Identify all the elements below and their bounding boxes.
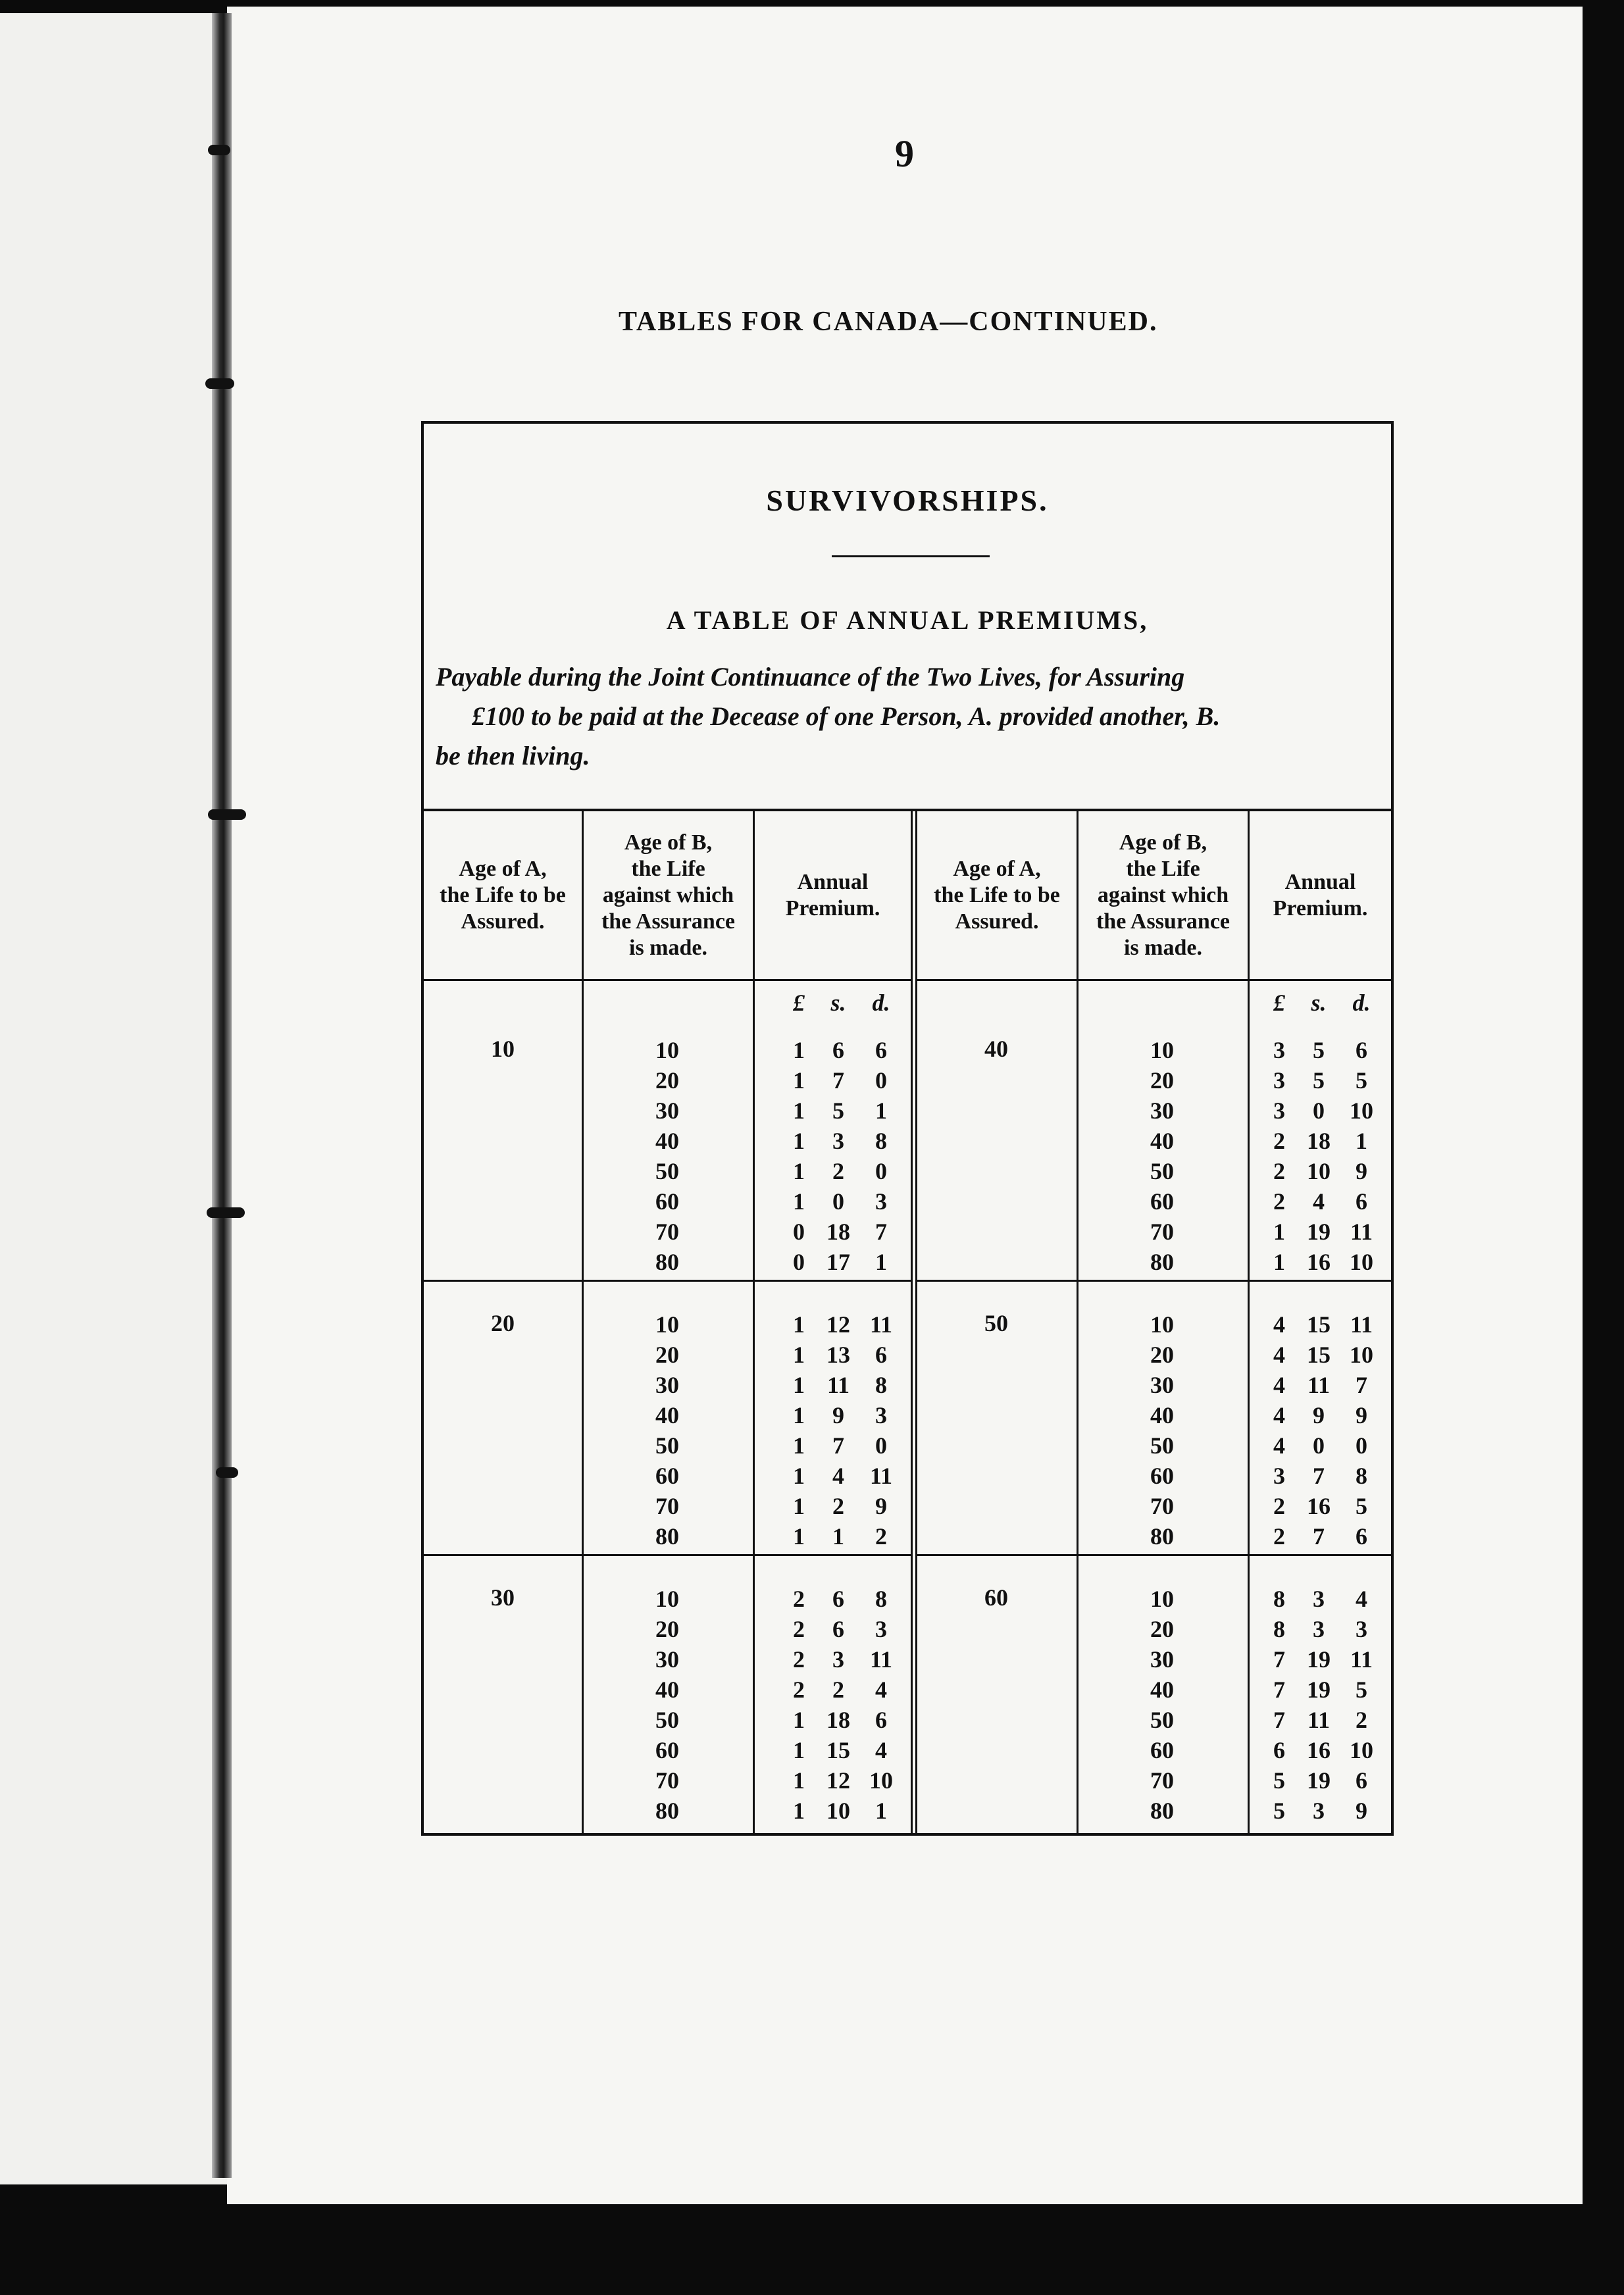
header-rule xyxy=(424,979,911,981)
age-b-value: 10 xyxy=(655,1586,679,1612)
premium-shillings: 10 xyxy=(826,1798,850,1824)
premium-shillings: 11 xyxy=(1307,1372,1330,1398)
premium-pence: 10 xyxy=(1350,1097,1373,1124)
age-b-value: 40 xyxy=(655,1128,679,1154)
age-b-value: 30 xyxy=(1150,1646,1174,1673)
age-b-value: 50 xyxy=(655,1432,679,1459)
premium-column xyxy=(1263,1035,1381,1277)
premium-pence: 11 xyxy=(1350,1219,1373,1245)
premium-shillings: 9 xyxy=(1313,1402,1325,1428)
premium-pounds: 2 xyxy=(1273,1493,1285,1519)
premium-pounds: 3 xyxy=(1273,1037,1285,1063)
age-b-value: 20 xyxy=(655,1067,679,1094)
premium-pence: 10 xyxy=(1350,1249,1373,1275)
premium-shillings: 15 xyxy=(1307,1342,1331,1368)
premium-pence: 8 xyxy=(875,1128,887,1154)
binding-stitch xyxy=(207,1207,245,1218)
age-b-value: 80 xyxy=(655,1798,679,1824)
premium-row xyxy=(782,1765,901,1796)
premium-row xyxy=(782,1644,901,1675)
age-b-value: 80 xyxy=(655,1523,679,1550)
premium-pence: 3 xyxy=(875,1188,887,1215)
premium-pence: 3 xyxy=(875,1402,887,1428)
premium-pounds: 3 xyxy=(1273,1463,1285,1489)
premium-pence: 5 xyxy=(1356,1677,1367,1703)
premium-row xyxy=(782,1370,901,1400)
premium-pence: 8 xyxy=(1356,1463,1367,1489)
premium-pounds: 1 xyxy=(1273,1249,1285,1275)
premium-row xyxy=(782,1065,901,1096)
age-b-value: 60 xyxy=(1150,1737,1174,1763)
premium-row xyxy=(1263,1521,1381,1551)
unit-pence: d. xyxy=(1352,990,1371,1016)
premium-row xyxy=(782,1705,901,1735)
age-b-value: 10 xyxy=(655,1311,679,1338)
premium-row xyxy=(1263,1096,1381,1126)
premium-shillings: 3 xyxy=(1313,1586,1325,1612)
premium-pence: 8 xyxy=(875,1372,887,1398)
premium-row xyxy=(1263,1065,1381,1096)
premium-pounds: 2 xyxy=(793,1616,805,1642)
age-b-value: 30 xyxy=(655,1372,679,1398)
premium-pounds: 1 xyxy=(793,1402,805,1428)
running-title: TABLES FOR CANADA—CONTINUED. xyxy=(619,307,1158,337)
premium-shillings: 19 xyxy=(1307,1677,1331,1703)
premium-pence: 3 xyxy=(1356,1616,1367,1642)
age-a-value: 20 xyxy=(491,1310,515,1336)
age-b-value: 30 xyxy=(1150,1372,1174,1398)
premium-row xyxy=(1263,1491,1381,1521)
premium-shillings: 4 xyxy=(832,1463,844,1489)
premium-pence: 9 xyxy=(875,1493,887,1519)
premium-row xyxy=(1263,1796,1381,1826)
premium-pence: 0 xyxy=(875,1158,887,1184)
group-separator xyxy=(424,1554,911,1556)
heading-rule xyxy=(832,555,990,557)
premium-pence: 0 xyxy=(875,1432,887,1459)
premium-pounds: 1 xyxy=(793,1311,805,1338)
premium-pounds: 2 xyxy=(1273,1188,1285,1215)
premium-shillings: 0 xyxy=(1313,1432,1325,1459)
age-b-value: 60 xyxy=(655,1737,679,1763)
premium-pence: 9 xyxy=(1356,1402,1367,1428)
header-rule xyxy=(917,979,1391,981)
premium-shillings: 6 xyxy=(832,1616,844,1642)
premium-pence: 3 xyxy=(875,1616,887,1642)
age-b-value: 80 xyxy=(1150,1249,1174,1275)
premium-row xyxy=(782,1309,901,1340)
unit-shillings: s. xyxy=(1311,990,1327,1016)
premium-pence: 4 xyxy=(875,1677,887,1703)
premium-row xyxy=(1263,1735,1381,1765)
units-right xyxy=(1263,989,1381,1017)
age-a-value: 30 xyxy=(491,1584,515,1611)
age-b-value: 20 xyxy=(1150,1342,1174,1368)
premium-shillings: 10 xyxy=(1307,1158,1331,1184)
age-b-value: 70 xyxy=(655,1767,679,1794)
premium-row xyxy=(782,1096,901,1126)
age-b-value: 50 xyxy=(1150,1432,1174,1459)
premium-pounds: 2 xyxy=(1273,1523,1285,1550)
premium-shillings: 16 xyxy=(1307,1493,1331,1519)
survivorship-table-frame xyxy=(421,421,1394,1836)
binding-stitch xyxy=(208,145,230,155)
premium-pounds: 6 xyxy=(1273,1737,1285,1763)
premium-pence: 5 xyxy=(1356,1067,1367,1094)
premium-shillings: 4 xyxy=(1313,1188,1325,1215)
premium-shillings: 7 xyxy=(832,1067,844,1094)
premium-row xyxy=(782,1247,901,1277)
premium-shillings: 2 xyxy=(832,1677,844,1703)
premium-shillings: 18 xyxy=(1307,1128,1331,1154)
premium-pounds: 2 xyxy=(1273,1128,1285,1154)
premium-pence: 1 xyxy=(1356,1128,1367,1154)
premium-pounds: 1 xyxy=(793,1097,805,1124)
page-number: 9 xyxy=(895,132,914,175)
premium-pence: 6 xyxy=(1356,1767,1367,1794)
units-left xyxy=(782,989,901,1017)
premium-shillings: 7 xyxy=(832,1432,844,1459)
premium-pounds: 1 xyxy=(793,1523,805,1550)
unit-pounds: £ xyxy=(1273,990,1285,1016)
premium-pounds: 3 xyxy=(1273,1067,1285,1094)
premium-pounds: 2 xyxy=(793,1677,805,1703)
premium-pounds: 7 xyxy=(1273,1646,1285,1673)
premium-shillings: 3 xyxy=(832,1128,844,1154)
premium-row xyxy=(1263,1217,1381,1247)
premium-pence: 1 xyxy=(875,1249,887,1275)
premium-pounds: 4 xyxy=(1273,1311,1285,1338)
premium-column xyxy=(1263,1309,1381,1551)
unit-pounds: £ xyxy=(793,990,805,1016)
premium-pounds: 0 xyxy=(793,1219,805,1245)
age-b-value: 60 xyxy=(655,1188,679,1215)
premium-pounds: 8 xyxy=(1273,1586,1285,1612)
premium-pence: 2 xyxy=(875,1523,887,1550)
premium-pounds: 1 xyxy=(1273,1219,1285,1245)
premium-pounds: 8 xyxy=(1273,1616,1285,1642)
age-a-value: 10 xyxy=(491,1036,515,1062)
premium-pence: 2 xyxy=(1356,1707,1367,1733)
age-b-value: 30 xyxy=(655,1097,679,1124)
premium-shillings: 12 xyxy=(826,1767,850,1794)
premium-pounds: 1 xyxy=(793,1188,805,1215)
premium-row xyxy=(782,1156,901,1186)
premium-pence: 6 xyxy=(875,1342,887,1368)
premium-row xyxy=(782,1186,901,1217)
premium-table xyxy=(424,809,1391,1833)
age-b-value: 20 xyxy=(655,1342,679,1368)
age-b-value: 70 xyxy=(655,1219,679,1245)
premium-row xyxy=(782,1796,901,1826)
premium-pounds: 1 xyxy=(793,1707,805,1733)
premium-shillings: 6 xyxy=(832,1586,844,1612)
header-age-b-right: Age of B, the Life against which the Assurance is made. xyxy=(1096,830,1231,960)
premium-row xyxy=(1263,1309,1381,1340)
premium-pounds: 1 xyxy=(793,1372,805,1398)
age-b-value: 40 xyxy=(655,1402,679,1428)
premium-row xyxy=(782,1217,901,1247)
age-b-value: 40 xyxy=(1150,1402,1174,1428)
premium-pence: 11 xyxy=(1350,1311,1373,1338)
premium-row xyxy=(1263,1584,1381,1614)
age-b-value: 20 xyxy=(1150,1616,1174,1642)
premium-pence: 4 xyxy=(1356,1586,1367,1612)
premium-row xyxy=(782,1614,901,1644)
premium-pounds: 2 xyxy=(793,1586,805,1612)
premium-row xyxy=(1263,1461,1381,1491)
premium-pence: 7 xyxy=(1356,1372,1367,1398)
premium-pounds: 1 xyxy=(793,1737,805,1763)
age-a-value: 50 xyxy=(984,1310,1008,1336)
premium-row xyxy=(1263,1400,1381,1430)
premium-row xyxy=(782,1584,901,1614)
premium-shillings: 3 xyxy=(832,1646,844,1673)
age-b-value: 10 xyxy=(1150,1037,1174,1063)
premium-row xyxy=(1263,1035,1381,1065)
premium-shillings: 19 xyxy=(1307,1646,1331,1673)
premium-row xyxy=(782,1521,901,1551)
age-b-value: 20 xyxy=(1150,1067,1174,1094)
center-double-divider xyxy=(911,811,917,1833)
premium-pounds: 1 xyxy=(793,1463,805,1489)
age-b-value: 70 xyxy=(1150,1493,1174,1519)
premium-pence: 11 xyxy=(869,1646,892,1673)
age-b-column xyxy=(601,1309,733,1551)
premium-pounds: 4 xyxy=(1273,1432,1285,1459)
age-b-value: 30 xyxy=(655,1646,679,1673)
age-b-value: 50 xyxy=(1150,1158,1174,1184)
premium-row xyxy=(1263,1370,1381,1400)
premium-row xyxy=(782,1400,901,1430)
premium-pence: 6 xyxy=(875,1707,887,1733)
binding-stitch xyxy=(208,809,246,820)
age-b-value: 70 xyxy=(1150,1219,1174,1245)
premium-pounds: 5 xyxy=(1273,1767,1285,1794)
premium-shillings: 9 xyxy=(832,1402,844,1428)
age-b-value: 60 xyxy=(1150,1188,1174,1215)
premium-pence: 11 xyxy=(869,1311,892,1338)
premium-pounds: 1 xyxy=(793,1493,805,1519)
premium-pence: 1 xyxy=(875,1798,887,1824)
premium-row xyxy=(1263,1614,1381,1644)
premium-shillings: 3 xyxy=(1313,1616,1325,1642)
premium-pence: 0 xyxy=(1356,1432,1367,1459)
premium-shillings: 11 xyxy=(826,1372,850,1398)
header-age-b-left: Age of B, the Life against which the Assurance is made. xyxy=(601,830,736,960)
facing-page xyxy=(0,13,227,2184)
premium-pounds: 4 xyxy=(1273,1402,1285,1428)
table-title: A TABLE OF ANNUAL PREMIUMS, xyxy=(666,605,1149,635)
age-b-value: 60 xyxy=(1150,1463,1174,1489)
premium-pence: 8 xyxy=(875,1586,887,1612)
age-b-column xyxy=(1096,1584,1228,1826)
age-b-column xyxy=(601,1584,733,1826)
premium-shillings: 15 xyxy=(826,1737,850,1763)
premium-pence: 11 xyxy=(1350,1646,1373,1673)
premium-column xyxy=(782,1035,901,1277)
premium-shillings: 17 xyxy=(826,1249,850,1275)
premium-row xyxy=(1263,1644,1381,1675)
age-b-value: 60 xyxy=(655,1463,679,1489)
premium-row xyxy=(782,1035,901,1065)
premium-pounds: 1 xyxy=(793,1798,805,1824)
premium-row xyxy=(1263,1126,1381,1156)
premium-shillings: 5 xyxy=(1313,1067,1325,1094)
group-separator xyxy=(917,1554,1391,1556)
premium-pounds: 1 xyxy=(793,1067,805,1094)
age-b-value: 80 xyxy=(655,1249,679,1275)
premium-shillings: 19 xyxy=(1307,1219,1331,1245)
premium-pence: 10 xyxy=(1350,1342,1373,1368)
premium-pounds: 1 xyxy=(793,1432,805,1459)
book-binding xyxy=(212,13,232,2178)
premium-pounds: 4 xyxy=(1273,1342,1285,1368)
premium-pounds: 1 xyxy=(793,1767,805,1794)
description-line: £100 to be paid at the Decease of one Person, A. provided another, B. xyxy=(472,701,1221,731)
premium-shillings: 0 xyxy=(1313,1097,1325,1124)
age-b-value: 10 xyxy=(655,1037,679,1063)
premium-shillings: 19 xyxy=(1307,1767,1331,1794)
age-b-value: 50 xyxy=(655,1707,679,1733)
premium-pence: 5 xyxy=(1356,1493,1367,1519)
premium-shillings: 7 xyxy=(1313,1463,1325,1489)
premium-row xyxy=(1263,1186,1381,1217)
premium-pence: 6 xyxy=(1356,1523,1367,1550)
premium-shillings: 0 xyxy=(832,1188,844,1215)
premium-pence: 10 xyxy=(1350,1737,1373,1763)
header-premium-right: Annual Premium. xyxy=(1273,869,1368,921)
premium-row xyxy=(1263,1247,1381,1277)
premium-pounds: 5 xyxy=(1273,1798,1285,1824)
premium-shillings: 18 xyxy=(826,1219,850,1245)
header-age-a-right: Age of A, the Life to be Assured. xyxy=(934,856,1060,934)
premium-row xyxy=(1263,1765,1381,1796)
age-b-value: 30 xyxy=(1150,1097,1174,1124)
age-b-value: 70 xyxy=(1150,1767,1174,1794)
premium-shillings: 6 xyxy=(832,1037,844,1063)
age-b-value: 70 xyxy=(655,1493,679,1519)
premium-pounds: 2 xyxy=(1273,1158,1285,1184)
table-description xyxy=(436,657,1383,776)
binding-stitch xyxy=(205,378,234,389)
age-b-value: 50 xyxy=(655,1158,679,1184)
premium-pence: 9 xyxy=(1356,1798,1367,1824)
age-b-value: 20 xyxy=(655,1616,679,1642)
premium-pence: 1 xyxy=(875,1097,887,1124)
header-premium-left: Annual Premium. xyxy=(785,869,880,921)
premium-row xyxy=(782,1675,901,1705)
age-b-value: 80 xyxy=(1150,1523,1174,1550)
premium-row xyxy=(1263,1430,1381,1461)
age-b-value: 50 xyxy=(1150,1707,1174,1733)
premium-pounds: 0 xyxy=(793,1249,805,1275)
premium-pounds: 4 xyxy=(1273,1372,1285,1398)
age-b-value: 40 xyxy=(1150,1128,1174,1154)
premium-column xyxy=(782,1309,901,1551)
premium-shillings: 18 xyxy=(826,1707,850,1733)
age-a-value: 40 xyxy=(984,1036,1008,1062)
premium-shillings: 16 xyxy=(1307,1249,1331,1275)
premium-pence: 9 xyxy=(1356,1158,1367,1184)
premium-shillings: 16 xyxy=(1307,1737,1331,1763)
age-b-value: 10 xyxy=(1150,1311,1174,1338)
premium-row xyxy=(782,1340,901,1370)
premium-pounds: 7 xyxy=(1273,1707,1285,1733)
premium-pounds: 2 xyxy=(793,1646,805,1673)
premium-row xyxy=(1263,1675,1381,1705)
premium-pence: 11 xyxy=(869,1463,892,1489)
premium-shillings: 7 xyxy=(1313,1523,1325,1550)
premium-row xyxy=(1263,1340,1381,1370)
premium-shillings: 5 xyxy=(1313,1037,1325,1063)
premium-pounds: 7 xyxy=(1273,1677,1285,1703)
age-b-value: 40 xyxy=(1150,1677,1174,1703)
premium-shillings: 3 xyxy=(1313,1798,1325,1824)
premium-pence: 7 xyxy=(875,1219,887,1245)
age-b-value: 40 xyxy=(655,1677,679,1703)
premium-pounds: 1 xyxy=(793,1128,805,1154)
age-b-value: 80 xyxy=(1150,1798,1174,1824)
premium-pence: 0 xyxy=(875,1067,887,1094)
premium-pounds: 1 xyxy=(793,1342,805,1368)
premium-shillings: 13 xyxy=(826,1342,850,1368)
premium-pence: 10 xyxy=(869,1767,893,1794)
premium-row xyxy=(782,1430,901,1461)
premium-shillings: 15 xyxy=(1307,1311,1331,1338)
age-b-column xyxy=(601,1035,733,1277)
age-b-value: 10 xyxy=(1150,1586,1174,1612)
premium-shillings: 1 xyxy=(832,1523,844,1550)
premium-shillings: 5 xyxy=(832,1097,844,1124)
header-age-a-left: Age of A, the Life to be Assured. xyxy=(440,856,566,934)
group-separator xyxy=(424,1280,911,1282)
premium-row xyxy=(782,1461,901,1491)
unit-shillings: s. xyxy=(830,990,846,1016)
premium-row xyxy=(782,1126,901,1156)
premium-pence: 6 xyxy=(875,1037,887,1063)
description-line: be then living. xyxy=(436,741,590,770)
premium-pounds: 1 xyxy=(793,1037,805,1063)
binding-stitch xyxy=(216,1467,238,1478)
premium-pounds: 3 xyxy=(1273,1097,1285,1124)
age-a-value: 60 xyxy=(984,1584,1008,1611)
premium-pence: 6 xyxy=(1356,1188,1367,1215)
premium-shillings: 11 xyxy=(1307,1707,1330,1733)
age-b-column xyxy=(1096,1035,1228,1277)
premium-shillings: 2 xyxy=(832,1158,844,1184)
unit-pence: d. xyxy=(872,990,890,1016)
premium-pence: 6 xyxy=(1356,1037,1367,1063)
description-line: Payable during the Joint Continuance of the Two Lives, for Assuring xyxy=(436,662,1185,692)
group-separator xyxy=(917,1280,1391,1282)
premium-row xyxy=(1263,1156,1381,1186)
premium-row xyxy=(1263,1705,1381,1735)
section-heading: SURVIVORSHIPS. xyxy=(766,484,1049,517)
premium-shillings: 12 xyxy=(826,1311,850,1338)
age-b-column xyxy=(1096,1309,1228,1551)
premium-column xyxy=(1263,1584,1381,1826)
premium-row xyxy=(782,1735,901,1765)
premium-column xyxy=(782,1584,901,1826)
premium-row xyxy=(782,1491,901,1521)
premium-pence: 4 xyxy=(875,1737,887,1763)
premium-shillings: 2 xyxy=(832,1493,844,1519)
premium-pounds: 1 xyxy=(793,1158,805,1184)
